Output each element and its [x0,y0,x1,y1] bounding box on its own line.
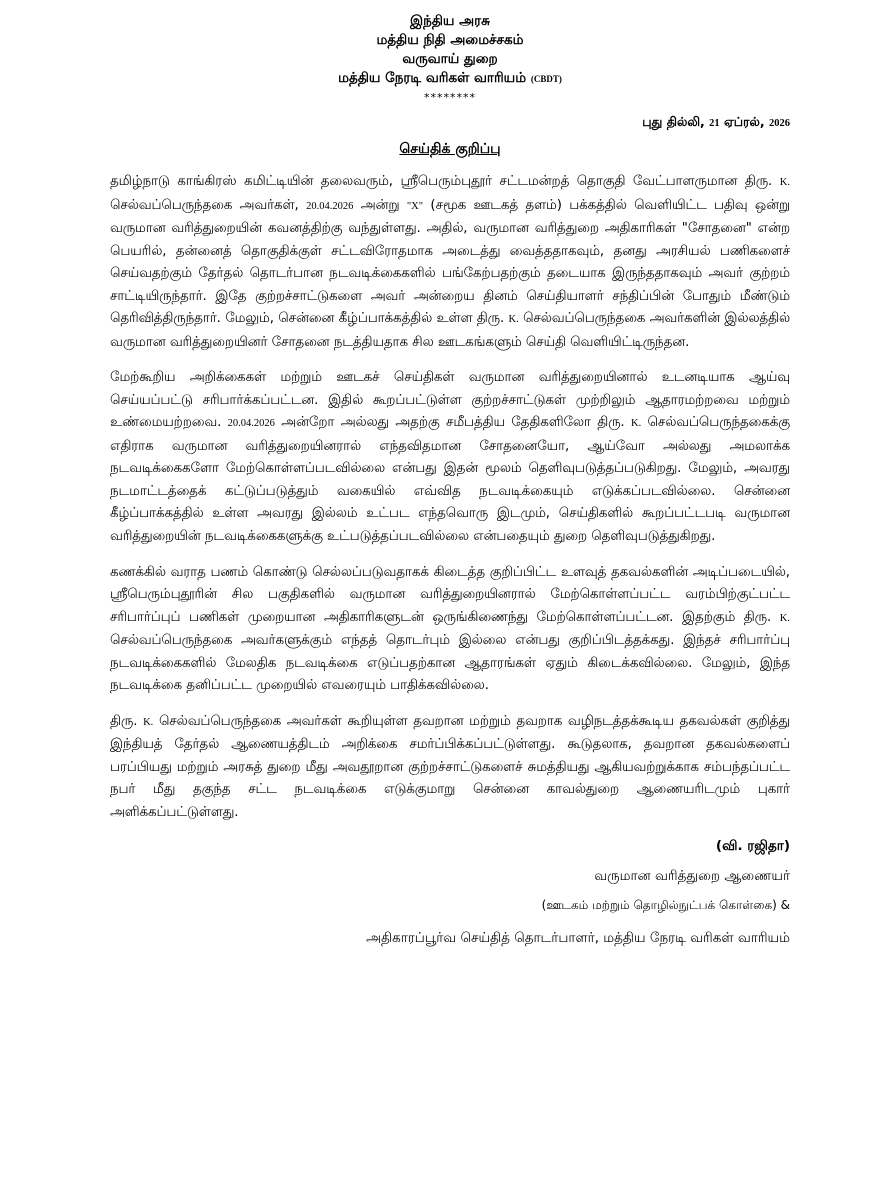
p1-text-b: செல்வப்பெருந்தகை அவர்கள், [110,197,299,213]
p1-initial-2: K. [508,314,519,325]
header-department: வருவாய் துறை [402,51,498,67]
p2-text-c: செல்வப்பெருந்தகைக்கு எதிராக வருமான வரித்துறையினரால் எந்தவிதமான சோதனையோ, ஆய்வோ அல்லது அமலாக்க நடவடிக்கைகளோ மேற்கொள்ளப்படவில்லை என்பது இதன் மூலம் தெளிவுபடுத்தப்படுகிறது. மேலும், அவரது நடமாட்டத்தைக் கட்டுப்படுத்தும் வகையில் எவ்வித நடவடிக்கையும் எடுக்கப்படவில்லை. சென்னை கீழ்ப்பாக்கத்தில் உள்ள அவரது இல்லம் உட்பட எந்தவொரு இடமும், செய்திகளில் கூறப்பட்டபடி வருமான வரித்துறையின் நடவடிக்கைகளுக்கு உட்படுத்தப்படவில்லை என்பதையும் துறை தெளிவுபடுத்துகிறது. [110,415,791,544]
letterhead [110,12,790,89]
p3-text-b: செல்வப்பெருந்தகை அவர்களுக்கும் எந்தத் தொடர்பும் இல்லை என்பது குறிப்பிடத்தக்கது. இந்தச் சரிபார்ப்பு நடவடிக்கைகளில் மேலதிக நடவடிக்கை எடுப்பதற்கான ஆதாரங்கள் ஏதும் கிடைக்கவில்லை. மேலும், இந்த நடவடிக்கை தனிப்பட்ட முறையில் எவரையும் பாதிக்கவில்லை. [110,633,790,694]
paragraph-3 [110,562,790,698]
p4-text-b: செல்வப்பெருந்தகை அவர்கள் கூறியுள்ள தவறான மற்றும் தவறாக வழிநடத்தக்கூடிய தகவல்கள் குறித்து இந்தியத் தேர்தல் ஆணையத்திடம் அறிக்கை சமர்ப்பிக்கப்பட்டுள்ளது. கூடுதலாக, தவறான தகவல்களைப் பரப்பியது மற்றும் அரசுத் துறை மீது அவதூறான குற்றச்சாட்டுகளைச் சுமத்தியது ஆகியவற்றுக்காக சம்பந்தப்பட்ட நபர் மீது தகுந்த சட்ட நடவடிக்கை எடுக்குமாறு சென்னை காவல்துறை ஆணையரிடமும் புகார் அளிக்கப்பட்டுள்ளது. [110,713,790,820]
dateline-year: 2026 [769,118,790,129]
p2-text-a: மேற்கூறிய அறிக்கைகள் மற்றும் ஊடகச் செய்திகள் வருமான வரித்துறையினால் உடனடியாக ஆய்வு செய்யப்பட்டு சரிபார்க்கப்பட்டன. இதில் கூறப்பட்டுள்ள குற்றச்சாட்டுகள் முற்றிலும் ஆதாரமற்றவை மற்றும் உண்மையற்றவை. [110,370,790,431]
header-ministry: மத்திய நிதி அமைச்சகம் [376,32,524,48]
p3-initial: K. [779,612,790,624]
signatory-department: (ஊடகம் மற்றும் தொழில்நுட்பக் கொள்கை) & [541,898,790,913]
p2-initial: K. [630,418,642,430]
p1-text-d: (சமூக ஊடகத் தளம்) பக்கத்தில் வெளியிட்ட பதிவு ஒன்று வருமான வரித்துறையின் கவனத்திற்கு வந்துள்ளது. அதில், வருமான வரித்துறை அதிகாரிகள் "சோதனை" என்ற பெயரில், தன்னைத் தொகுதிக்குள் சட்டவிரோதமாக அடைத்து வைத்ததாகவும், தனது அரசியல் பணிகளைச் செய்வதற்கும் தேர்தல் தொடர்பான நடவடிக்கைகளில் பங்கேற்பதற்கும் தடையாக இருந்ததாகவும் அவர் குற்றம் சாட்டியிருந்தார். இதே குற்றச்சாட்டுகளை அவர் அன்றைய தினம் செய்தியாளர் சந்திப்பின் போதும் மீண்டும் தெரிவித்திருந்தார். மேலும், சென்னை கீழ்ப்பாக்கத்தில் உள்ள திரு. [110,197,791,326]
p1-text-c: அன்று [360,197,400,213]
header-govt-of-india: இந்திய அரசு [410,13,490,29]
p1-text-e: செல்வப்பெருந்தகை அவர்களின் இல்லத்தில் வருமான வரித்துறையினர் சோதனை நடத்தியதாக சில ஊடகங்களும் செய்தி வெளியிட்டிருந்தன. [110,311,791,350]
p1-platform-x: "X" [406,200,424,212]
page-title [110,141,790,159]
p1-text-a: தமிழ்நாடு காங்கிரஸ் கமிட்டியின் தலைவரும், ஸ்ரீபெரும்புதூர் சட்டமன்றத் தொகுதி வேட்பாளருமான திரு. [110,174,773,189]
dateline-month: ஏப்ரல், [724,114,765,129]
p2-date: 20.04.2026 [227,418,275,430]
paragraph-1 [110,171,790,354]
p4-text-a: திரு. [110,713,138,729]
dateline-day: 21 [709,118,720,129]
p4-initial: K. [143,716,154,728]
paragraph-2 [110,367,790,548]
p1-initial: K. [779,177,790,188]
signature-block [110,838,790,948]
press-release-heading: செய்திக் குறிப்பு [399,141,501,157]
signatory-name: (வி. ரஜிதா) [715,838,790,855]
header-board-name: மத்திய நேரடி வரிகள் வாரியம் [338,70,527,86]
p3-text-a: கணக்கில் வராத பணம் கொண்டு செல்லப்படுவதாகக் கிடைத்த குறிப்பிட்ட உளவுத் தகவல்களின் அடிப்படையில், ஸ்ரீபெரும்புதூரின் சில பகுதிகளில் வருமான வரித்துறையினரால் மேற்கொள்ளப்பட்ட வரம்பிற்குட்பட்ட சரிபார்ப்புப் பணிகள் முறையான அதிகாரிகளுடன் ஒருங்கிணைந்து மேற்கொள்ளப்பட்டன. இதற்கும் திரு. [110,564,791,625]
header-board [110,69,790,89]
header-board-abbr: (CBDT) [530,74,562,84]
dateline [110,114,790,131]
signatory-designation: வருமான வரித்துறை ஆணையர் [594,868,790,885]
p2-text-b: அன்றோ அல்லது அதற்கு சமீபத்திய தேதிகளிலோ திரு. [281,415,625,431]
dateline-place: புது தில்லி, [642,114,705,129]
signatory-role: அதிகாரப்பூர்வ செய்தித் தொடர்பாளர், மத்திய நேரடி வரிகள் வாரியம் [366,930,790,947]
paragraph-4 [110,711,790,825]
separator-stars: ******** [424,91,476,104]
p1-date: 20.04.2026 [306,200,354,212]
